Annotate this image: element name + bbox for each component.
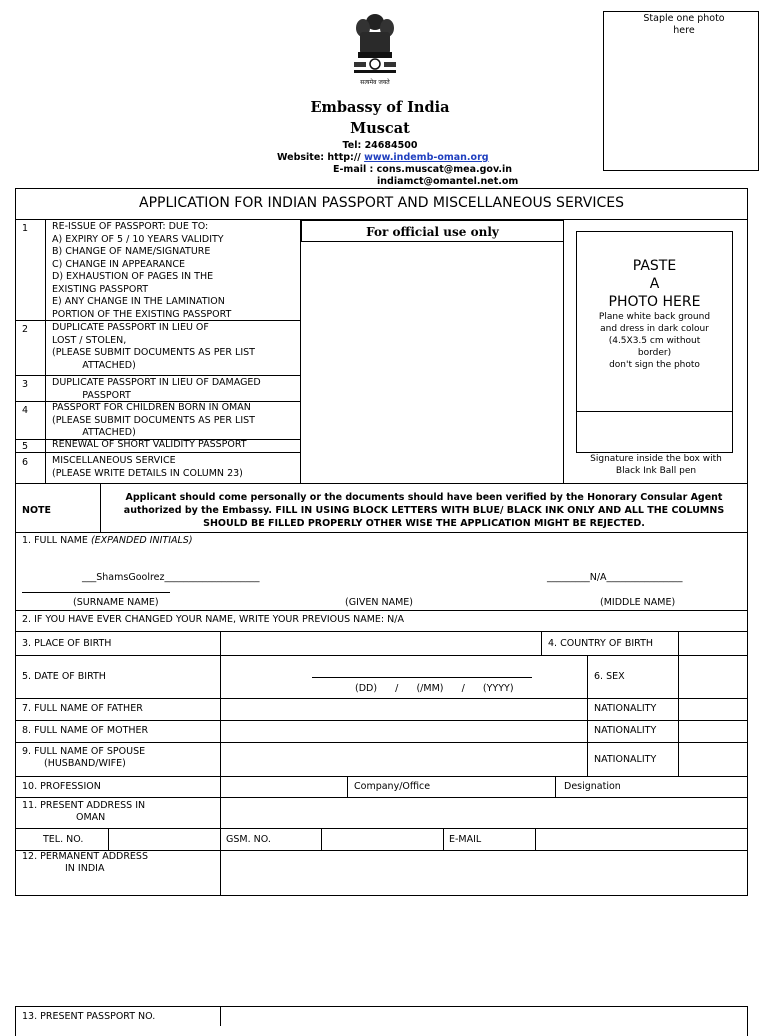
signature-caption: Signature inside the box with Black Ink Ball pen xyxy=(590,454,722,476)
website-line xyxy=(277,152,489,163)
embassy-tel: Tel: 24684500 xyxy=(342,140,418,151)
photo-instructions: Plane white back ground and dress in dark colour (4.5X3.5 cm without border) don't sign the photo xyxy=(598,312,711,370)
profession-field[interactable] xyxy=(221,777,346,797)
present-address-field[interactable] xyxy=(221,798,747,827)
service-4-text[interactable]: PASSPORT FOR CHILDREN BORN IN OMAN (PLEASE SUBMIT DOCUMENTS AS PER LIST ATTACHED) xyxy=(52,402,255,438)
present-passport-no-field[interactable] xyxy=(221,1007,747,1024)
note-text: Applicant should come personally or the documents should have been verified by the Honorary Consular Agent authorized by the Embassy. FILL IN USING BLOCK LETTERS WITH BLUE/ BLACK INK ONLY AND ALL THE COLUMNS SHOULD BE FILLED PROPERLY OTHER WISE THE APPLICATION MIGHT BE REJECTED. xyxy=(123,492,725,529)
service-3-num: 3 xyxy=(22,379,29,390)
email-label-field: E-MAIL xyxy=(449,834,482,845)
service-1-num: 1 xyxy=(22,223,29,234)
q1-label: 1. FULL NAME (EXPANDED INITIALS) xyxy=(22,535,193,546)
q13-present-passport-no: 13. PRESENT PASSPORT NO. xyxy=(22,1011,156,1022)
spouse-nationality-field[interactable] xyxy=(679,743,747,775)
email-2: indiamct@omantel.net.om xyxy=(377,176,519,187)
surname-value[interactable]: ___ShamsGoolrez____________________ xyxy=(82,572,260,583)
middle-name-caption: (MIDDLE NAME) xyxy=(600,597,676,608)
permanent-address-field[interactable] xyxy=(221,851,747,894)
q9-spouse-name: 9. FULL NAME OF SPOUSE (HUSBAND/WIFE) xyxy=(22,746,146,769)
place-of-birth-field[interactable] xyxy=(221,632,540,654)
service-5-num: 5 xyxy=(22,441,29,452)
q4-country-of-birth: 4. COUNTRY OF BIRTH xyxy=(548,638,654,649)
q2-previous-name[interactable]: 2. IF YOU HAVE EVER CHANGED YOUR NAME, WRITE YOUR PREVIOUS NAME: N/A xyxy=(22,614,404,625)
service-3-text[interactable]: DUPLICATE PASSPORT IN LIEU OF DAMAGED PASSPORT xyxy=(52,377,261,401)
country-of-birth-field[interactable] xyxy=(679,632,747,654)
mother-nationality-field[interactable] xyxy=(679,721,747,741)
email-input-field[interactable] xyxy=(536,829,747,849)
spouse-name-field[interactable] xyxy=(221,743,586,775)
official-use-box: For official use only xyxy=(301,220,564,242)
tel-no-label: TEL. NO. xyxy=(43,834,84,845)
father-name-field[interactable] xyxy=(221,699,586,719)
note-label: NOTE xyxy=(22,505,51,516)
q12-permanent-address: 12. PERMANENT ADDRESS IN INDIA xyxy=(22,851,148,874)
emblem xyxy=(344,12,406,90)
staple-photo-box[interactable] xyxy=(603,11,759,171)
photo-title-2: A xyxy=(649,276,660,292)
photo-paste-box[interactable] xyxy=(576,231,733,412)
photo-title-3: PHOTO HERE xyxy=(608,294,701,310)
gsm-no-label: GSM. NO. xyxy=(226,834,271,845)
mother-nationality-label: NATIONALITY xyxy=(594,725,657,736)
photo-title-1: PASTE xyxy=(632,258,677,274)
q11-present-address: 11. PRESENT ADDRESS IN OMAN xyxy=(22,800,146,823)
service-2-num: 2 xyxy=(22,324,29,335)
service-1-text[interactable]: RE-ISSUE OF PASSPORT: DUE TO: A) EXPIRY OF 5 / 10 YEARS VALIDITY B) CHANGE OF NAME/SIGNATURE C) CHANGE IN APPEARANCE D) EXHAUSTION OF PAGES IN THE EXISTING PASSPORT E) ANY CHANGE IN THE LAMINATION PORTION OF THE EXISTING PASSPORT xyxy=(52,221,232,320)
q6-sex: 6. SEX xyxy=(594,671,625,682)
ashoka-emblem-icon xyxy=(344,12,406,80)
mother-name-field[interactable] xyxy=(221,721,586,741)
q5-date-of-birth: 5. DATE OF BIRTH xyxy=(22,671,106,682)
surname-caption: (SURNAME NAME) xyxy=(73,597,159,608)
tel-no-field[interactable] xyxy=(109,829,219,849)
service-4-num: 4 xyxy=(22,405,29,416)
service-6-text[interactable]: MISCELLANEOUS SERVICE (PLEASE WRITE DETAILS IN COLUMN 23) xyxy=(52,455,243,479)
website-link[interactable]: www.indemb-oman.org xyxy=(364,152,489,163)
form-title: APPLICATION FOR INDIAN PASSPORT AND MISCELLANEOUS SERVICES xyxy=(139,195,624,211)
q3-place-of-birth: 3. PLACE OF BIRTH xyxy=(22,638,112,649)
emblem-caption: सत्यमेव जयते xyxy=(360,79,390,86)
email-label: E-mail : xyxy=(333,164,377,175)
city-name: Muscat xyxy=(350,120,410,137)
q7-father-name: 7. FULL NAME OF FATHER xyxy=(22,703,143,714)
father-nationality-label: NATIONALITY xyxy=(594,703,657,714)
website-label: Website: http:// xyxy=(277,152,361,163)
email-line xyxy=(333,164,512,175)
service-6-num: 6 xyxy=(22,457,29,468)
designation-label[interactable]: Designation xyxy=(564,781,621,792)
given-name-caption: (GIVEN NAME) xyxy=(345,597,414,608)
dob-format: (DD) / (/MM) / (YYYY) xyxy=(355,683,514,694)
service-2-text[interactable]: DUPLICATE PASSPORT IN LIEU OF LOST / STOLEN, (PLEASE SUBMIT DOCUMENTS AS PER LIST ATTACHED) xyxy=(52,322,255,371)
email-1: cons.muscat@mea.gov.in xyxy=(376,164,512,175)
q10-profession: 10. PROFESSION xyxy=(22,781,101,792)
middle-name-value[interactable]: _________N/A________________ xyxy=(547,572,683,583)
service-5-text[interactable]: RENEWAL OF SHORT VALIDITY PASSPORT xyxy=(52,439,247,450)
signature-box[interactable] xyxy=(576,411,733,453)
sex-field[interactable] xyxy=(679,656,747,698)
father-nationality-field[interactable] xyxy=(679,699,747,719)
gsm-no-field[interactable] xyxy=(322,829,442,849)
org-name: Embassy of India xyxy=(310,99,450,116)
q8-mother-name: 8. FULL NAME OF MOTHER xyxy=(22,725,149,736)
spouse-nationality-label: NATIONALITY xyxy=(594,754,657,765)
staple-text: Staple one photo here xyxy=(643,13,725,36)
company-office-label[interactable]: Company/Office xyxy=(354,781,431,792)
